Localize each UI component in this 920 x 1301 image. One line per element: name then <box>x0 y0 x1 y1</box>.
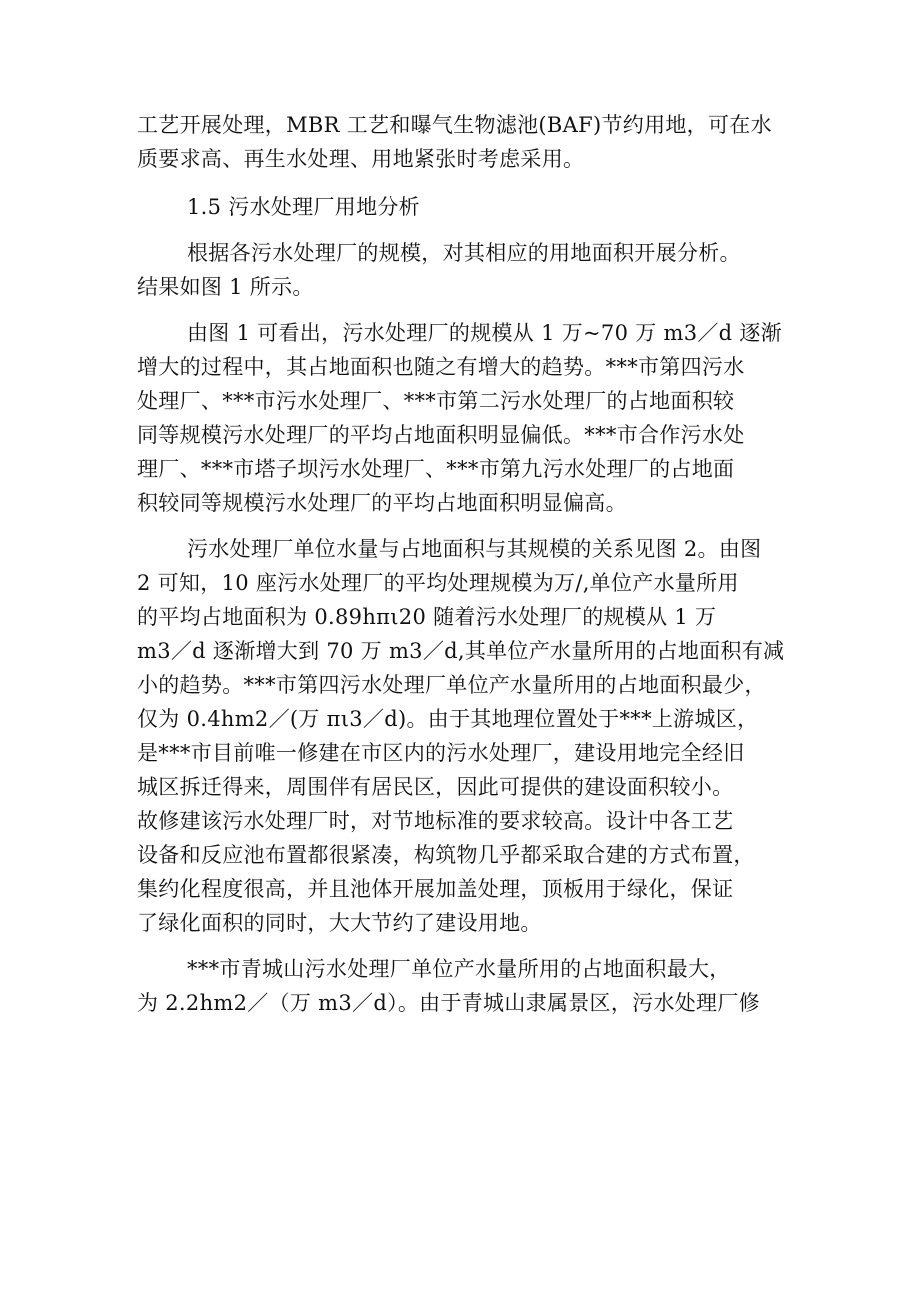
document-body <box>137 108 797 1020</box>
text-line: 结果如图 1 所示。 <box>137 275 314 299</box>
text-line: 设备和反应池布置都很紧凑，构筑物几乎都采取合建的方式布置， <box>137 843 755 867</box>
text-line: ***市青城山污水处理厂单位产水量所用的占地面积最大， <box>187 957 731 981</box>
text-line: 污水处理厂单位水量与占地面积与其规模的关系见图 2。由图 <box>187 537 762 561</box>
text-line: 城区拆迁得来，周围伴有居民区，因此可提供的建设面积较小。 <box>137 775 734 799</box>
text-line: m3／d 逐渐增大到 70 万 m3／d,其单位产水量所用的占地面积有减 <box>137 639 785 663</box>
text-line: 2 可知，10 座污水处理厂的平均处理规模为万/,单位产水量所用 <box>137 571 739 595</box>
section-heading <box>137 190 797 224</box>
paragraph-figure2-discussion <box>137 532 797 940</box>
text-line: 工艺开展处理，MBR 工艺和曝气生物滤池(BAF)节约用地，可在水 <box>137 113 772 137</box>
text-line: 处理厂、***市污水处理厂、***市第二污水处理厂的占地面积较 <box>137 389 735 413</box>
text-line: 积较同等规模污水处理厂的平均占地面积明显偏高。 <box>137 491 627 515</box>
paragraph-land-analysis-intro <box>137 236 797 304</box>
text-line: 集约化程度很高，并且池体开展加盖处理，顶板用于绿化，保证 <box>137 877 734 901</box>
text-line: 增大的过程中，其占地面积也随之有增大的趋势。***市第四污水 <box>137 355 745 379</box>
text-line: 了绿化面积的同时，大大节约了建设用地。 <box>137 911 542 935</box>
text-line: 小的趋势。***市第四污水处理厂单位产水量所用的占地面积最少， <box>137 673 766 697</box>
section-heading-text: 1.5 污水处理厂用地分析 <box>187 195 420 219</box>
paragraph-figure1-discussion <box>137 316 797 520</box>
text-line: 同等规模污水处理厂的平均占地面积明显偏低。***市合作污水处 <box>137 423 745 447</box>
text-line: 是***市目前唯一修建在市区内的污水处理厂，建设用地完全经旧 <box>137 741 745 765</box>
text-line: 为 2.2hm2／（万 m3／d）。由于青城山隶属景区，污水处理厂修 <box>137 991 760 1015</box>
paragraph-process-continuation <box>137 108 797 176</box>
text-line: 理厂、***市塔子坝污水处理厂、***市第九污水处理厂的占地面 <box>137 457 735 481</box>
text-line: 的平均占地面积为 0.89hπι20 随着污水处理厂的规模从 1 万 <box>137 605 717 629</box>
text-line: 故修建该污水处理厂时，对节地标准的要求较高。设计中各工艺 <box>137 809 734 833</box>
text-line: 由图 1 可看出，污水处理厂的规模从 1 万~70 万 m3／d 逐渐 <box>187 321 782 345</box>
paragraph-qingchengshan-plant <box>137 952 797 1020</box>
text-line: 根据各污水处理厂的规模，对其相应的用地面积开展分析。 <box>187 241 741 265</box>
text-line: 质要求高、再生水处理、用地紧张时考虑采用。 <box>137 147 585 171</box>
text-line: 仅为 0.4hm2／(万 πι3／d)。由于其地理位置处于***上游城区， <box>137 707 759 731</box>
